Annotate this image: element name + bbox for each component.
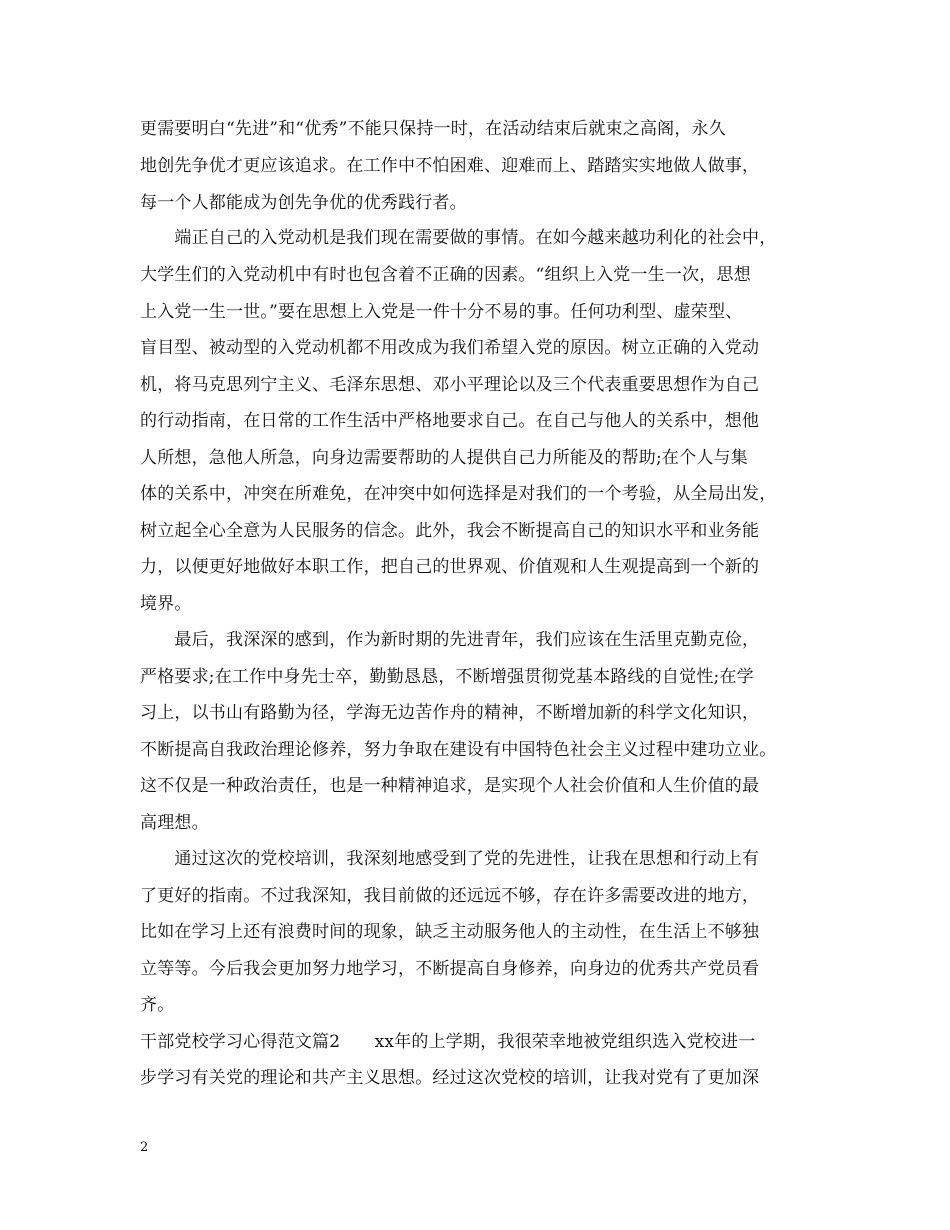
text-line: 体的关系中，冲突在所难免，在冲突中如何选择是对我们的一个考验，从全局出发， [140, 484, 777, 504]
text-line: 人所想，急他人所急，向身边需要帮助的人提供自己力所能及的帮助;在个人与集 [140, 448, 748, 468]
text-line: 了更好的指南。不过我深知，我目前做的还远远不够，存在许多需要改进的地方， [140, 886, 760, 906]
page-number: 2 [140, 1140, 149, 1155]
text-line: 齐。 [140, 995, 175, 1015]
text-line: 干部党校学习心得范文篇2 xx年的上学期，我很荣幸地被党组织选入党校进一 [140, 1032, 756, 1052]
text-line: 立等等。今后我会更加努力地学习，不断提高自身修养，向身边的优秀共产党员看 [140, 959, 760, 979]
text-line: 盲目型、被动型的入党动机都不用改成为我们希望入党的原因。树立正确的入党动 [140, 338, 760, 358]
text-line: 高理想。 [140, 813, 209, 833]
text-line: 严格要求;在工作中身先士卒，勤勤恳恳，不断增强贯彻党基本路线的自觉性;在学 [140, 667, 754, 687]
text-line: 地创先争优才更应该追求。在工作中不怕困难、迎难而上、踏踏实实地做人做事， [140, 156, 760, 176]
text-line: 不断提高自我政治理论修养，努力争取在建设有中国特色社会主义过程中建功立业。 [140, 740, 777, 760]
text-line: 端正自己的入党动机是我们现在需要做的事情。在如今越来越功利化的社会中， [140, 228, 777, 248]
text-line: 步学习有关党的理论和共产主义思想。经过这次党校的培训，让我对党有了更加深 [140, 1068, 760, 1088]
text-line: 通过这次的党校培训，我深刻地感受到了党的先进性，让我在思想和行动上有 [140, 849, 760, 869]
text-line: 这不仅是一种政治责任，也是一种精神追求，是实现个人社会价值和人生价值的最 [140, 776, 760, 796]
text-line: 习上，以书山有路勤为径，学海无边苦作舟的精神，不断增加新的科学文化知识， [140, 703, 760, 723]
text-line: 机，将马克思列宁主义、毛泽东思想、邓小平理论以及三个代表重要思想作为自己 [140, 375, 760, 395]
text-line: 最后，我深深的感到，作为新时期的先进青年，我们应该在生活里克勤克俭， [140, 630, 760, 650]
text-line: 树立起全心全意为人民服务的信念。此外，我会不断提高自己的知识水平和业务能 [140, 521, 760, 541]
text-line: 力，以便更好地做好本职工作，把自己的世界观、价值观和人生观提高到一个新的 [140, 557, 760, 577]
text-line: 比如在学习上还有浪费时间的现象，缺乏主动服务他人的主动性，在生活上不够独 [140, 922, 760, 942]
text-line: 大学生们的入党动机中有时也包含着不正确的因素。“组织上入党一生一次，思想 [140, 265, 751, 285]
text-line: 的行动指南，在日常的工作生活中严格地要求自己。在自己与他人的关系中，想他 [140, 411, 760, 431]
text-line: 上入党一生一世。”要在思想上入党是一件十分不易的事。任何功利型、虚荣型、 [140, 302, 743, 322]
text-line: 每一个人都能成为创先争优的优秀践行者。 [140, 193, 467, 213]
text-line: 境界。 [140, 594, 192, 614]
text-line: 更需要明白“先进”和“优秀”不能只保持一时，在活动结束后就束之高阁，永久 [140, 119, 726, 139]
